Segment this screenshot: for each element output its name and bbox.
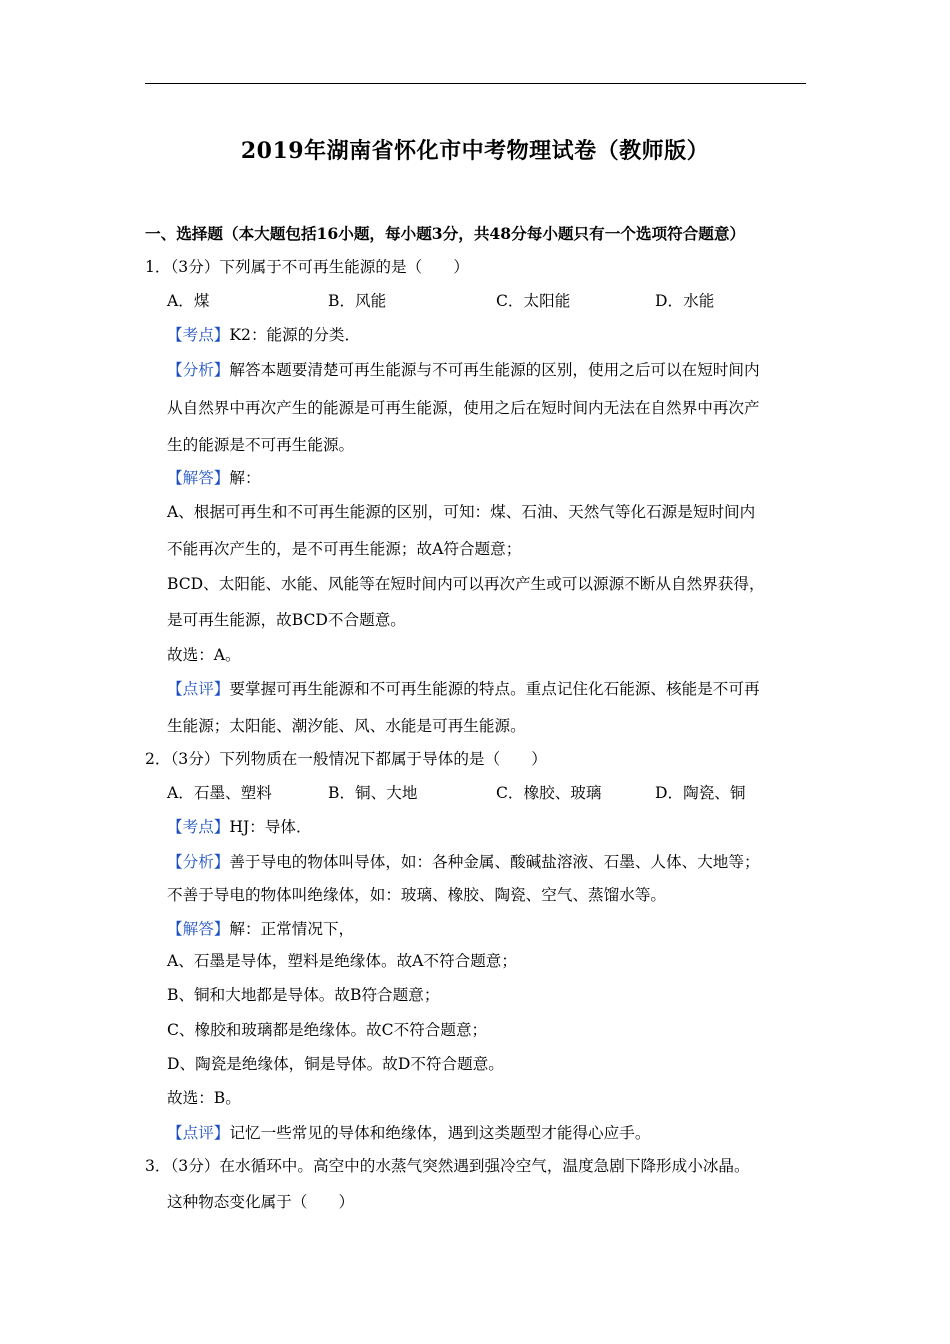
kaodian-label: 【考点】 bbox=[167, 818, 230, 836]
q2-option-a: A．石墨、塑料 bbox=[167, 784, 272, 802]
q1-fenxi-line: 生的能源是不可再生能源。 bbox=[167, 436, 355, 454]
q1-option-b: B．风能 bbox=[328, 292, 387, 310]
q1-option-a: A．煤 bbox=[167, 292, 210, 310]
q2-jieda-line: D、陶瓷是绝缘体，铜是导体。故D不符合题意。 bbox=[167, 1055, 504, 1073]
q1-fenxi-line: 从自然界中再次产生的能源是可再生能源，使用之后在短时间内无法在自然界中再次产 bbox=[167, 399, 760, 417]
q2-option-d: D．陶瓷、铜 bbox=[655, 784, 746, 802]
jieda-label: 【解答】 bbox=[167, 469, 230, 487]
q3-stem: 3．（3分）在水循环中。高空中的水蒸气突然遇到强冷空气，温度急剧下降形成小冰晶。 bbox=[145, 1157, 750, 1175]
q1-fenxi: 【分析】解答本题要清楚可再生能源与不可再生能源的区别，使用之后可以在短时间内 bbox=[167, 361, 760, 379]
q1-stem: 1．（3分）下列属于不可再生能源的是（ ） bbox=[145, 258, 469, 276]
header-rule bbox=[145, 83, 806, 84]
q1-option-c: C．太阳能 bbox=[496, 292, 571, 310]
q3-stem-cont: 这种物态变化属于（ ） bbox=[167, 1193, 355, 1211]
q2-fenxi: 【分析】善于导电的物体叫导体，如：各种金属、酸碱盐溶液、石墨、人体、大地等； bbox=[167, 853, 760, 871]
kaodian-label: 【考点】 bbox=[167, 326, 230, 344]
q1-jieda: 【解答】解： bbox=[167, 469, 261, 487]
q1-option-d: D．水能 bbox=[655, 292, 715, 310]
q2-dianping: 【点评】记忆一些常见的导体和绝缘体，遇到这类题型才能得心应手。 bbox=[167, 1124, 651, 1142]
q1-kaodian: 【考点】K2：能源的分类． bbox=[167, 326, 361, 344]
q2-answer: 故选：B。 bbox=[167, 1089, 241, 1107]
q2-fenxi-line: 不善于导电的物体叫绝缘体，如：玻璃、橡胶、陶瓷、空气、蒸馏水等。 bbox=[167, 886, 667, 904]
q1-dianping-line: 生能源；太阳能、潮汐能、风、水能是可再生能源。 bbox=[167, 717, 526, 735]
q1-jieda-line: A、根据可再生和不可再生能源的区别，可知：煤、石油、天然气等化石源是短时间内 bbox=[167, 503, 756, 521]
q2-option-b: B．铜、大地 bbox=[328, 784, 418, 802]
dianping-label: 【点评】 bbox=[167, 680, 230, 698]
q1-dianping: 【点评】要掌握可再生能源和不可再生能源的特点。重点记住化石能源、核能是不可再 bbox=[167, 680, 760, 698]
q2-option-c: C．橡胶、玻璃 bbox=[496, 784, 602, 802]
dianping-label: 【点评】 bbox=[167, 1124, 230, 1142]
q2-jieda: 【解答】解：正常情况下， bbox=[167, 920, 355, 938]
q2-jieda-line: C、橡胶和玻璃都是绝缘体。故C不符合题意； bbox=[167, 1021, 488, 1039]
q2-jieda-line: B、铜和大地都是导体。故B符合题意； bbox=[167, 986, 440, 1004]
q1-jieda-line: 不能再次产生的，是不可再生能源；故A符合题意； bbox=[167, 540, 522, 558]
section-heading: 一、选择题（本大题包括16小题，每小题3分，共48分每小题只有一个选项符合题意） bbox=[145, 224, 746, 243]
q2-jieda-line: A、石墨是导体，塑料是绝缘体。故A不符合题意； bbox=[167, 952, 517, 970]
fenxi-label: 【分析】 bbox=[167, 361, 230, 379]
page-title: 2019年湖南省怀化市中考物理试卷（教师版） bbox=[240, 138, 710, 164]
q1-answer: 故选：A。 bbox=[167, 646, 241, 664]
fenxi-label: 【分析】 bbox=[167, 853, 230, 871]
q1-jieda-line: 是可再生能源，故BCD不合题意。 bbox=[167, 611, 406, 629]
jieda-label: 【解答】 bbox=[167, 920, 230, 938]
q1-jieda-line: BCD、太阳能、水能、风能等在短时间内可以再次产生或可以源源不断从自然界获得， bbox=[167, 575, 765, 593]
q2-stem: 2．（3分）下列物质在一般情况下都属于导体的是（ ） bbox=[145, 750, 547, 768]
q2-kaodian: 【考点】HJ：导体． bbox=[167, 818, 312, 836]
